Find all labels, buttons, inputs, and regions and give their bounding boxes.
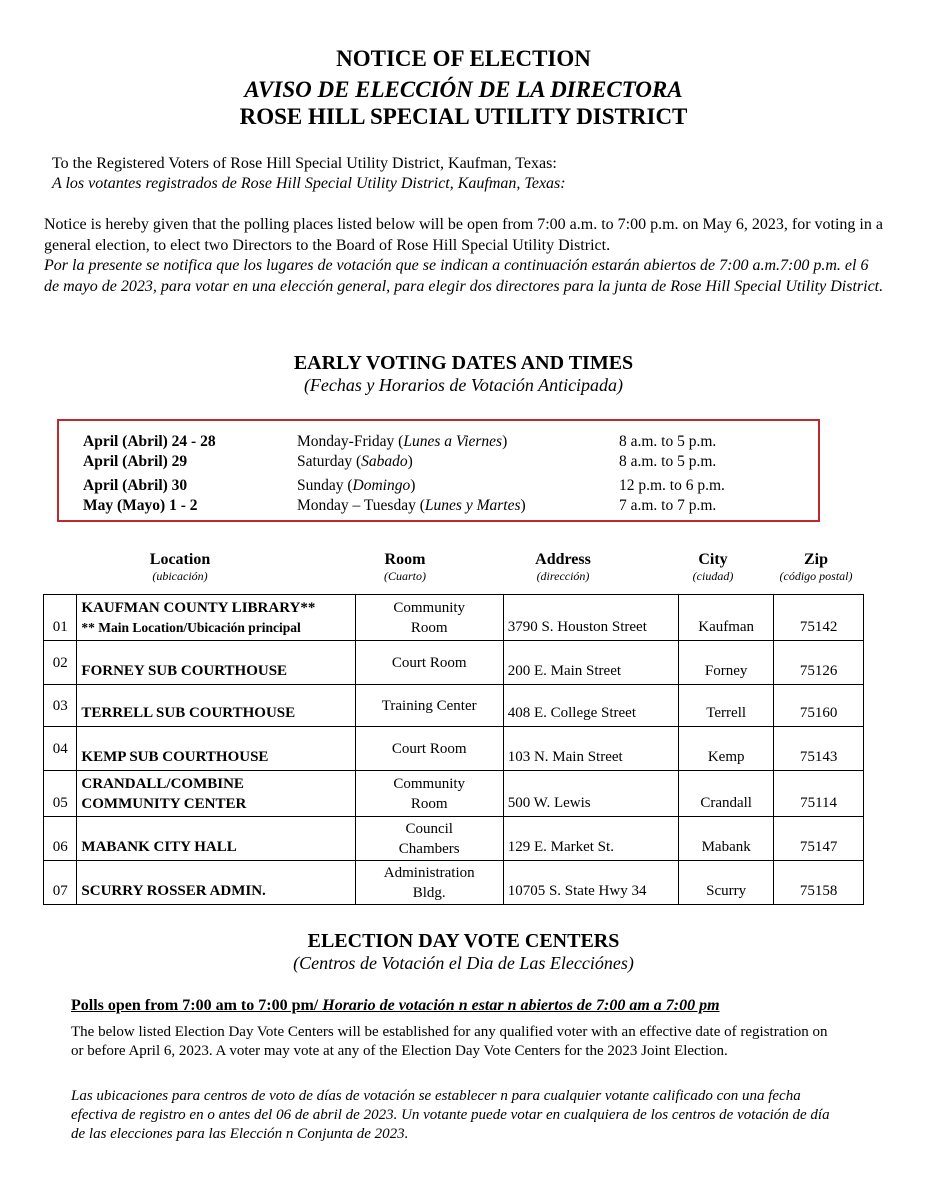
notice-spanish: Por la presente se notifica que los lugares de votación que se indican a continuación estarán abiertos de 7:00 a.m.7:00 p.m. el 6 de mayo de 2023, para votar en una elección general, para elegir dos directores para la junta de Rose Hill Special Utility District. bbox=[44, 257, 884, 295]
schedule-day: Saturday (Sabado) bbox=[297, 453, 413, 470]
table-row bbox=[44, 861, 864, 905]
schedule-time: 12 p.m. to 6 p.m. bbox=[619, 477, 725, 494]
district-name: ROSE HILL SPECIAL UTILITY DISTRICT bbox=[239, 104, 688, 129]
cell-zip: 75126 bbox=[774, 641, 864, 685]
early-voting-title: EARLY VOTING DATES AND TIMES bbox=[293, 352, 634, 374]
cell-location bbox=[77, 641, 355, 685]
cell-number: 01 bbox=[44, 595, 77, 641]
cell-location bbox=[77, 861, 355, 905]
cell-address: 3790 S. Houston Street bbox=[503, 595, 678, 641]
cell-room bbox=[355, 817, 503, 861]
cell-city: Crandall bbox=[679, 771, 774, 817]
locations-header bbox=[0, 551, 927, 587]
location-name: KAUFMAN COUNTY LIBRARY** bbox=[81, 599, 316, 616]
cell-address: 500 W. Lewis bbox=[503, 771, 678, 817]
cell-city: Kemp bbox=[679, 727, 774, 771]
early-voting-subtitle: (Fechas y Horarios de Votación Anticipada) bbox=[303, 375, 624, 395]
cell-city: Terrell bbox=[679, 685, 774, 727]
cell-number: 06 bbox=[44, 817, 77, 861]
cell-number: 05 bbox=[44, 771, 77, 817]
schedule-date: April (Abril) 30 bbox=[83, 477, 188, 494]
table-row bbox=[44, 817, 864, 861]
cell-zip: 75147 bbox=[774, 817, 864, 861]
cell-city: Scurry bbox=[679, 861, 774, 905]
cell-room bbox=[355, 595, 503, 641]
greeting bbox=[52, 154, 566, 194]
cell-zip: 75160 bbox=[774, 685, 864, 727]
cell-location bbox=[77, 685, 355, 727]
notice-english: Notice is hereby given that the polling places listed below will be open from 7:00 a.m. to 7:00 p.m. on May 6, 2023, for voting in a general election, to elect two Directors to the Board of Rose Hill Special Utility District. bbox=[44, 216, 883, 254]
vote-centers-english: The below listed Election Day Vote Centers will be established for any qualified voter with an effective date of registration on or before April 6, 2023. A voter may vote at any of the Election Day Vote Centers for the 2023 Joint Election. bbox=[71, 1024, 828, 1059]
room-line: Administration bbox=[383, 864, 475, 881]
location-name: FORNEY SUB COURTHOUSE bbox=[81, 663, 288, 679]
cell-address: 408 E. College Street bbox=[503, 685, 678, 727]
room-line: Bldg. bbox=[412, 884, 446, 901]
greeting-english: To the Registered Voters of Rose Hill Special Utility District, Kaufman, Texas: bbox=[52, 155, 557, 172]
location-name: KEMP SUB COURTHOUSE bbox=[81, 749, 269, 765]
column-header-location: Location (ubicación) bbox=[149, 551, 211, 583]
election-day-heading bbox=[0, 930, 927, 974]
room-line: Community bbox=[393, 599, 466, 616]
election-day-title: ELECTION DAY VOTE CENTERS bbox=[307, 930, 620, 952]
location-note: COMMUNITY CENTER bbox=[81, 795, 247, 812]
location-name: MABANK CITY HALL bbox=[81, 839, 237, 855]
table-row bbox=[44, 595, 864, 641]
locations-table bbox=[43, 594, 864, 905]
room-line: Chambers bbox=[398, 840, 460, 857]
cell-room bbox=[355, 771, 503, 817]
cell-number: 04 bbox=[44, 727, 77, 771]
cell-address: 10705 S. State Hwy 34 bbox=[503, 861, 678, 905]
room-line: Court Room bbox=[391, 654, 467, 671]
greeting-spanish: A los votantes registrados de Rose Hill Special Utility District, Kaufman, Texas: bbox=[52, 175, 566, 192]
room-line: Council bbox=[405, 820, 453, 837]
schedule-date: May (Mayo) 1 - 2 bbox=[83, 497, 198, 514]
cell-zip: 75143 bbox=[774, 727, 864, 771]
room-line: Training Center bbox=[381, 697, 477, 714]
notice-text bbox=[44, 215, 884, 297]
cell-city: Mabank bbox=[679, 817, 774, 861]
location-name: TERRELL SUB COURTHOUSE bbox=[81, 705, 296, 721]
cell-number: 02 bbox=[44, 641, 77, 685]
polls-hours-english: Polls open from 7:00 am to 7:00 pm/ bbox=[71, 997, 323, 1014]
schedule-date: April (Abril) 29 bbox=[83, 453, 188, 470]
location-name: SCURRY ROSSER ADMIN. bbox=[81, 883, 266, 899]
cell-room bbox=[355, 685, 503, 727]
table-row bbox=[44, 771, 864, 817]
cell-room bbox=[355, 861, 503, 905]
cell-city: Kaufman bbox=[679, 595, 774, 641]
room-line: Room bbox=[410, 795, 448, 812]
cell-zip: 75158 bbox=[774, 861, 864, 905]
table-row bbox=[44, 685, 864, 727]
schedule-row bbox=[59, 477, 818, 497]
cell-zip: 75142 bbox=[774, 595, 864, 641]
column-header-zip: Zip (código postal) bbox=[779, 551, 853, 583]
schedule-time: 7 a.m. to 7 p.m. bbox=[619, 497, 717, 514]
schedule-day: Monday-Friday (Lunes a Viernes) bbox=[297, 433, 508, 450]
column-header-address: Address (dirección) bbox=[535, 551, 591, 583]
schedule-row bbox=[59, 497, 818, 517]
cell-zip: 75114 bbox=[774, 771, 864, 817]
schedule-date: April (Abril) 24 - 28 bbox=[83, 433, 216, 450]
room-line: Community bbox=[393, 775, 466, 792]
column-header-city: City (ciudad) bbox=[692, 551, 734, 583]
schedule-row bbox=[59, 433, 818, 453]
table-row bbox=[44, 727, 864, 771]
cell-address: 129 E. Market St. bbox=[503, 817, 678, 861]
vote-centers-spanish: Las ubicaciones para centros de voto de días de votación se establecer n para cualquier votante calificado con una fecha efectiva de registro en o antes del 06 de abril de 2023. Un votante puede votar en cualquiera de los centros de votación de día de las elecciones para las Elección n Conjunta de 2023. bbox=[71, 1088, 830, 1142]
cell-room bbox=[355, 641, 503, 685]
polls-hours-spanish: Horario de votación n estar n abiertos de 7:00 am a 7:00 pm bbox=[322, 997, 720, 1014]
cell-location bbox=[77, 595, 355, 641]
column-header-room: Room (Cuarto) bbox=[384, 551, 426, 583]
cell-location bbox=[77, 817, 355, 861]
table-row bbox=[44, 641, 864, 685]
cell-location bbox=[77, 771, 355, 817]
schedule-day: Sunday (Domingo) bbox=[297, 477, 416, 494]
cell-city: Forney bbox=[679, 641, 774, 685]
page-title: NOTICE OF ELECTION bbox=[336, 46, 591, 71]
location-note: ** Main Location/Ubicación principal bbox=[81, 619, 301, 635]
early-voting-heading bbox=[0, 352, 927, 396]
early-voting-schedule bbox=[57, 419, 820, 522]
cell-address: 200 E. Main Street bbox=[503, 641, 678, 685]
location-name: CRANDALL/COMBINE bbox=[81, 775, 244, 792]
page-title-spanish: AVISO DE ELECCIÓN DE LA DIRECTORA bbox=[244, 77, 683, 102]
schedule-time: 8 a.m. to 5 p.m. bbox=[619, 453, 717, 470]
schedule-row bbox=[59, 453, 818, 473]
cell-location bbox=[77, 727, 355, 771]
schedule-day: Monday – Tuesday (Lunes y Martes) bbox=[297, 497, 526, 514]
cell-number: 07 bbox=[44, 861, 77, 905]
cell-number: 03 bbox=[44, 685, 77, 727]
cell-room bbox=[355, 727, 503, 771]
election-day-subtitle: (Centros de Votación el Dia de Las Elecciónes) bbox=[293, 953, 634, 973]
room-line: Room bbox=[410, 619, 448, 636]
polls-hours bbox=[71, 997, 720, 1015]
cell-address: 103 N. Main Street bbox=[503, 727, 678, 771]
schedule-time: 8 a.m. to 5 p.m. bbox=[619, 433, 717, 450]
room-line: Court Room bbox=[391, 740, 467, 757]
